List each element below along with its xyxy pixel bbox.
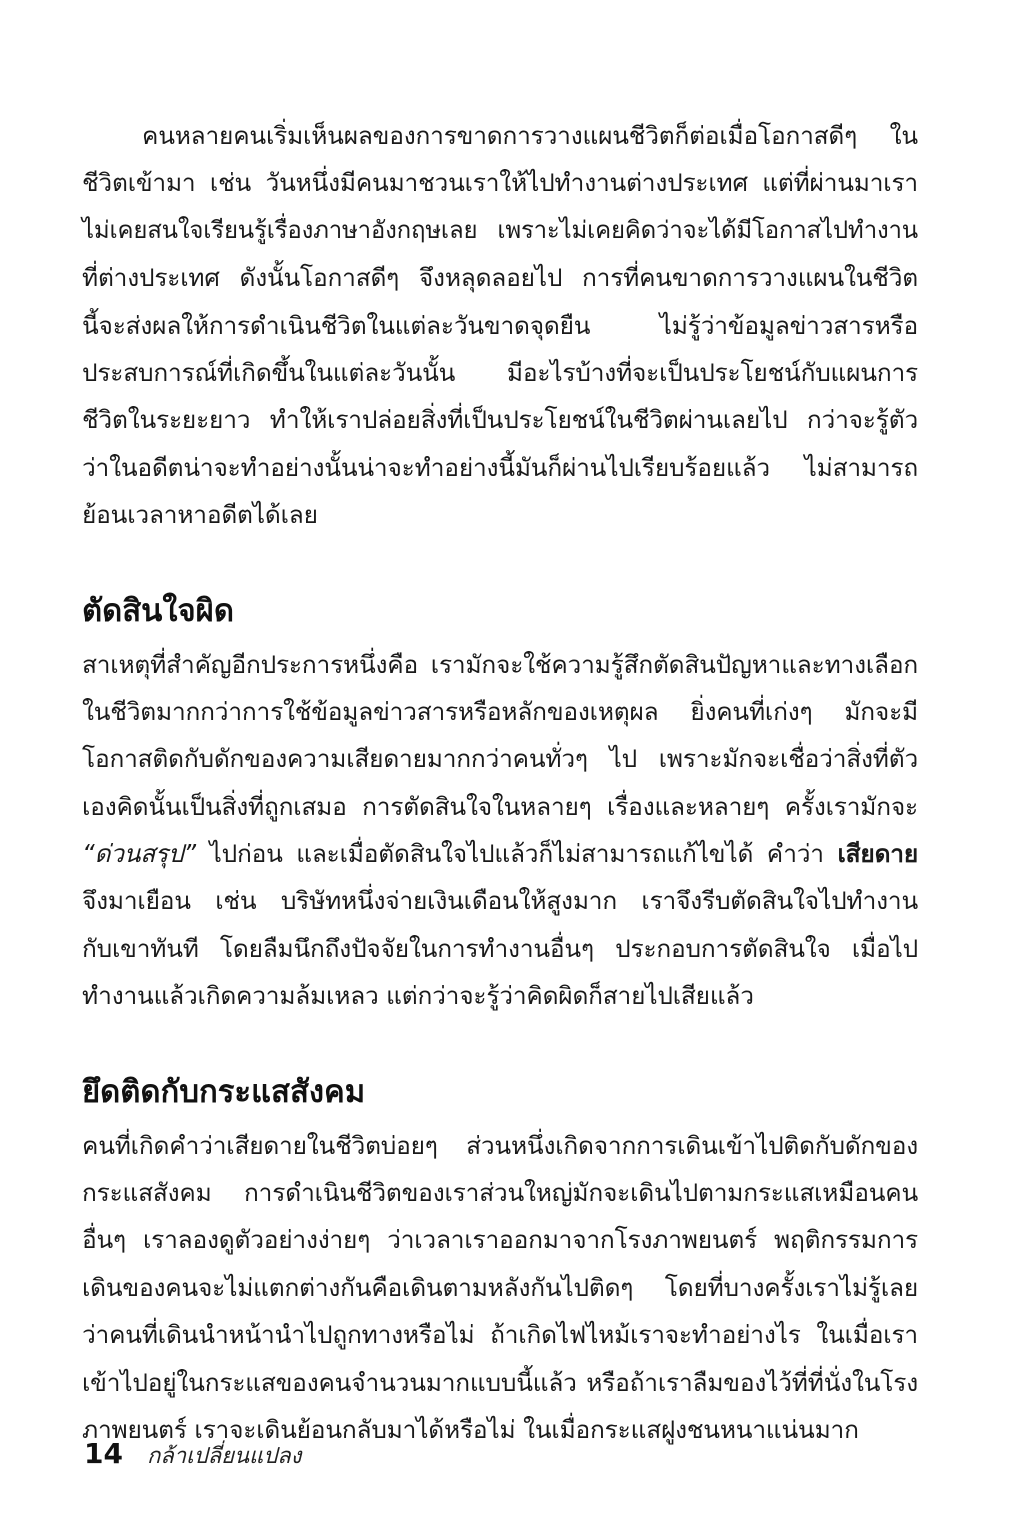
section-heading-social-trend: ยึดติดกับกระแสสังคม [82, 1073, 366, 1110]
text-line: ว่าในอดีตน่าจะทำอย่างนั้นน่าจะทำอย่างนี้มันก็ผ่านไปเรียบร้อยแล้ว ไม่สามารถ [82, 452, 918, 482]
intro-paragraph [82, 112, 918, 539]
text-line: จึงมาเยือน เช่น บริษัทหนึ่งจ่ายเงินเดือนให้สูงมาก เราจึงรีบตัดสินใจไปทำงาน [82, 886, 918, 916]
text-line-mixed [82, 830, 918, 877]
text-line: นี้จะส่งผลให้การดำเนินชีวิตในแต่ละวันขาดจุดยืน ไม่รู้ว่าข้อมูลข่าวสารหรือ [82, 310, 918, 340]
text-line: กระแสสังคม การดำเนินชีวิตของเราส่วนใหญ่มักจะเดินไปตามกระแสเหมือนคน [82, 1178, 918, 1208]
text-line: ย้อนเวลาหาอดีตได้เลย [82, 500, 318, 530]
text-line: เดินของคนจะไม่แตกต่างกันคือเดินตามหลังกันไปติดๆ โดยที่บางครั้งเราไม่รู้เลย [82, 1272, 918, 1302]
italic-phrase: “ด่วนสรุป” [82, 839, 196, 869]
page-footer [84, 1437, 301, 1473]
text-line: เข้าไปอยู่ในกระแสของคนจำนวนมากแบบนี้แล้ว หรือถ้าเราลืมของไว้ที่ที่นั่งในโรง [82, 1367, 918, 1397]
text-line: ภาพยนตร์ เราจะเดินย้อนกลับมาได้หรือไม่ ในเมื่อกระแสฝูงชนหนาแน่นมาก [82, 1414, 859, 1444]
text-line: ประสบการณ์ที่เกิดขึ้นในแต่ละวันนั้น มีอะไรบ้างที่จะเป็นประโยชน์กับแผนการ [82, 357, 918, 387]
page-number: 14 [84, 1437, 123, 1470]
text-line: สาเหตุที่สำคัญอีกประการหนึ่งคือ เรามักจะใช้ความรู้สึกตัดสินปัญหาและทางเลือก [82, 649, 918, 679]
text-line: ว่าคนที่เดินนำหน้านำไปถูกทางหรือไม่ ถ้าเกิดไฟไหม้เราจะทำอย่างไร ในเมื่อเรา [82, 1320, 918, 1350]
text-line: เองคิดนั้นเป็นสิ่งที่ถูกเสมอ การตัดสินใจในหลายๆ เรื่องและหลายๆ ครั้งเรามักจะ [82, 791, 918, 821]
page-content [82, 112, 918, 1453]
text-line: ในชีวิตมากกว่าการใช้ข้อมูลข่าวสารหรือหลักของเหตุผล ยิ่งคนที่เก่งๆ มักจะมี [82, 696, 918, 726]
text-line: อื่นๆ เราลองดูตัวอย่างง่ายๆ ว่าเวลาเราออกมาจากโรงภาพยนตร์ พฤติกรรมการ [82, 1225, 918, 1255]
text-line: ทำงานแล้วเกิดความล้มเหลว แต่กว่าจะรู้ว่าคิดผิดก็สายไปเสียแล้ว [82, 981, 754, 1011]
text-line: ชีวิตเข้ามา เช่น วันหนึ่งมีคนมาชวนเราให้ไปทำงานต่างประเทศ แต่ที่ผ่านมาเรา [82, 168, 918, 198]
text-line: คนที่เกิดคำว่าเสียดายในชีวิตบ่อยๆ ส่วนหนึ่งเกิดจากการเดินเข้าไปติดกับดักของ [82, 1130, 918, 1160]
text-line: กับเขาทันที โดยลืมนึกถึงปัจจัยในการทำงานอื่นๆ ประกอบการตัดสินใจ เมื่อไป [82, 933, 918, 963]
text-line: คนหลายคนเริ่มเห็นผลของการขาดการวางแผนชีวิตก็ต่อเมื่อโอกาสดีๆ ใน [142, 121, 918, 150]
wrong-decision-paragraph [82, 641, 918, 1020]
text-line: ที่ต่างประเทศ ดังนั้นโอกาสดีๆ จึงหลุดลอยไป การที่คนขาดการวางแผนในชีวิต [82, 263, 918, 293]
text-line: โอกาสติดกับดักของความเสียดายมากกว่าคนทั่วๆ ไป เพราะมักจะเชื่อว่าสิ่งที่ตัว [82, 744, 918, 774]
text-line: ชีวิตในระยะยาว ทำให้เราปล่อยสิ่งที่เป็นประโยชน์ในชีวิตผ่านเลยไป กว่าจะรู้ตัว [82, 405, 918, 435]
social-trend-paragraph [82, 1122, 918, 1454]
text-span: ไปก่อน และเมื่อตัดสินใจไปแล้วก็ไม่สามารถแก้ไขได้ คำว่า [195, 839, 838, 869]
book-title: กล้าเปลี่ยนแปลง [146, 1444, 302, 1469]
bold-word: เสียดาย [837, 839, 918, 869]
section-heading-wrong-decision: ตัดสินใจผิด [82, 592, 234, 629]
text-line: ไม่เคยสนใจเรียนรู้เรื่องภาษาอังกฤษเลย เพราะไม่เคยคิดว่าจะได้มีโอกาสไปทำงาน [82, 215, 918, 244]
